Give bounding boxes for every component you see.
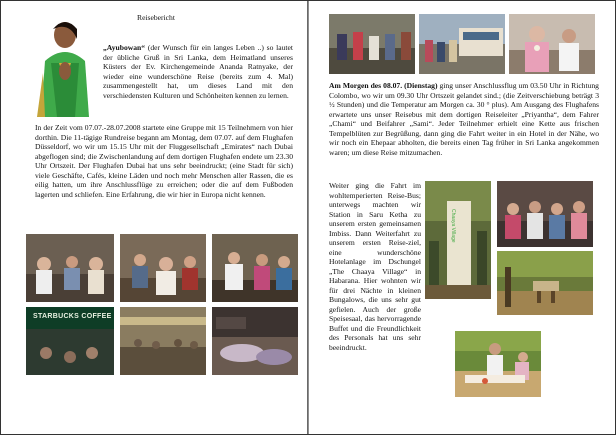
photo-arrival-group bbox=[329, 14, 415, 74]
photo-hotel-sign bbox=[425, 181, 491, 299]
photo-dining-table bbox=[455, 331, 541, 397]
intro-text: (der Wunsch für ein langes Leben ..) so lautet der übliche Gruß in Sri Lanka, dem Heimatland unseres Küsters der Ev. Kirchengemeinde Ananda Ratnyake, der wieder eine wunderschöne Reise (bereits zum 4. Mal) zusammengestellt hat, um dieses Land mit den verschiedensten Kulturen und Schönheiten kennen zu lernen. bbox=[103, 43, 293, 100]
column-paragraph: Weiter ging die Fahrt im wohltemperierten Reise-Bus; unterwegs machten wir Station in Saru Ketha zu unserem ersten gemeinsamen Imbiss. Dann Weiterfahrt zu unserem ersten Reise-ziel, eine wunderschöne Hotelanlage im Dschungel „The Chaaya Village“ in Habarana. Hier wohnten wir für drei Nächte in kleinen Bungalows, die uns sehr gut gefielen. Auch der große Speisesaal, das hervorragende Buffet und die Freundlichkeit des Personals hat uns sehr beeindruckt. bbox=[329, 181, 421, 352]
photo-jungle-terrace bbox=[497, 251, 593, 315]
intro-paragraph bbox=[103, 43, 293, 100]
photo-greeting-woman bbox=[31, 13, 99, 117]
starbucks-sign-text: STARBUCKS COFFEE bbox=[33, 313, 112, 320]
morning-text: ging unser Anschlussflug um 03.50 Uhr in Richtung Colombo, wo wir um 09.30 Uhr Ortszeit gelandet sind.; (die Zeitverschiebung beträgt 3 ½ Stunden) und die Temperatur am Morgen ca. 30 ° plus). Am Ausgang des Flughafens erwartete uns unser Reisebus mit dem dortigen Reiseleiter „Priyantha“, dem Fahrer „Chami“ und Beifahrer „Sami“. Jeder Teilnehmer erhielt eine Kette aus frischen Tempelblüten zur Begrüßung, dann ging die Fahrt weiter in ein Hotel in der Nähe, wo wir noch ein Ehepaar abholten, die bereits einen Tag früher in Sri Lanka angekommen waren; um diese Reise mitzumachen. bbox=[329, 81, 599, 157]
photo-flower-garland bbox=[509, 14, 595, 74]
photo-buffet-group bbox=[497, 181, 593, 247]
morning-paragraph bbox=[329, 81, 599, 157]
photo-sleeping-travellers bbox=[212, 307, 298, 375]
photo-group-3 bbox=[212, 234, 298, 302]
photo-group-1 bbox=[26, 234, 114, 302]
left-page bbox=[1, 1, 309, 434]
body-paragraph: In der Zeit vom 07.07.-28.07.2008 startete eine Gruppe mit 15 Teilnehmern von hier dorthin. Die 11-tägige Rundreise begann am Montag, dem 07.07. auf dem Flughafen Düsseldorf, wo wir um 15.15 Uhr mit der Fluggesellschaft „Emirates“ nach Dubai abgeflogen sind; die Zwischenlandung auf dem dortigen Flughafen endete um 23.30 Uhr Ortszeit. Der Flughafen Dubai hat uns sehr beeindruckt; (eine Stadt für sich) viele Geschäfte, Cafés, kleine Läden und noch mehr Menschen aller Rassen, die es eilig hatten, um ihre Anschlussflüge zu erreichen; oder die auf dem Fußboden lagerten und schliefen. Eine Erfahrung, die wir hier in Europa nicht kennen. bbox=[35, 123, 293, 199]
morning-date: Am Morgen des 08.07. (Dienstag) bbox=[329, 81, 438, 90]
greeting-word: „Ayubowan“ bbox=[103, 43, 146, 52]
photo-airport-hall bbox=[120, 307, 206, 375]
photo-group-2 bbox=[120, 234, 206, 302]
heading-reisebericht: Reisebericht bbox=[137, 13, 175, 22]
photo-bus bbox=[419, 14, 505, 74]
right-page bbox=[309, 1, 615, 434]
hotel-sign-text: Chaaya Village bbox=[450, 209, 456, 243]
